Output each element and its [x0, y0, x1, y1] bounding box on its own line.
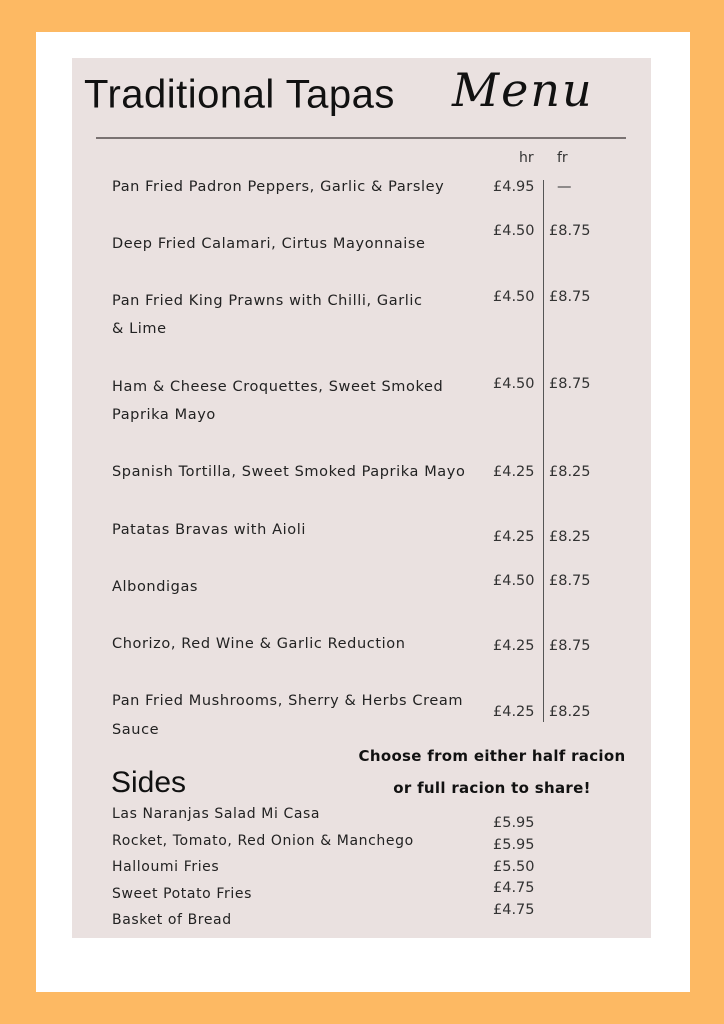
tapas-item-name: Albondigas — [112, 579, 199, 595]
tapas-item-full-price: £8.75 — [549, 289, 591, 305]
tapas-item-full-price: £8.75 — [549, 638, 591, 654]
side-item-price: £5.50 — [493, 859, 535, 875]
tapas-item-half-price: £4.25 — [493, 704, 535, 720]
tapas-item-name: Pan Fried Padron Peppers, Garlic & Parsley — [112, 179, 445, 195]
side-item-name: Rocket, Tomato, Red Onion & Manchego — [112, 833, 414, 849]
tapas-item-name: Chorizo, Red Wine & Garlic Reduction — [112, 636, 406, 652]
tapas-item-half-price: £4.25 — [493, 638, 535, 654]
side-item-name: Las Naranjas Salad Mi Casa — [112, 806, 321, 822]
side-item-name: Halloumi Fries — [112, 859, 220, 875]
tapas-item-half-price: £4.50 — [493, 573, 535, 589]
tapas-item-full-price: £8.75 — [549, 573, 591, 589]
side-item-price: £4.75 — [493, 880, 535, 896]
title-divider — [96, 137, 626, 139]
tapas-item-full-price: £8.25 — [549, 529, 591, 545]
tapas-item-half-price: £4.50 — [493, 289, 535, 305]
side-item-price: £5.95 — [493, 837, 535, 853]
tapas-item-full-price: £8.25 — [549, 704, 591, 720]
racion-note-line1: Choose from either half racion — [358, 747, 626, 765]
tapas-item-name: Spanish Tortilla, Sweet Smoked Paprika Mayo — [112, 464, 466, 480]
tapas-item-full-price: — — [557, 179, 572, 195]
tapas-item-half-price: £4.95 — [493, 179, 535, 195]
side-item-price: £5.95 — [493, 815, 535, 831]
full-racion-header: fr — [557, 150, 568, 166]
half-racion-header: hr — [519, 150, 534, 166]
tapas-item-full-price: £8.75 — [549, 223, 591, 239]
tapas-item-full-price: £8.75 — [549, 376, 591, 392]
racion-note-line2: or full racion to share! — [393, 779, 591, 797]
column-divider — [543, 180, 544, 722]
tapas-item-half-price: £4.50 — [493, 223, 535, 239]
tapas-item-name: Deep Fried Calamari, Cirtus Mayonnaise — [112, 236, 426, 252]
tapas-item-half-price: £4.25 — [493, 464, 535, 480]
tapas-item-name-cont: Sauce — [112, 722, 160, 738]
side-item-name: Basket of Bread — [112, 912, 232, 928]
menu-script-title: Menu — [452, 63, 594, 117]
tapas-item-name-cont: & Lime — [112, 321, 167, 337]
tapas-item-full-price: £8.25 — [549, 464, 591, 480]
tapas-item-name: Ham & Cheese Croquettes, Sweet Smoked — [112, 379, 444, 395]
tapas-item-name: Pan Fried King Prawns with Chilli, Garlic — [112, 293, 423, 309]
tapas-item-half-price: £4.50 — [493, 376, 535, 392]
tapas-item-name: Pan Fried Mushrooms, Sherry & Herbs Cream — [112, 693, 464, 709]
tapas-item-name: Patatas Bravas with Aioli — [112, 522, 306, 538]
side-item-name: Sweet Potato Fries — [112, 886, 252, 902]
tapas-item-name-cont: Paprika Mayo — [112, 407, 216, 423]
menu-title: Traditional Tapas — [84, 72, 395, 117]
sides-heading: Sides — [111, 766, 187, 799]
side-item-price: £4.75 — [493, 902, 535, 918]
tapas-item-half-price: £4.25 — [493, 529, 535, 545]
